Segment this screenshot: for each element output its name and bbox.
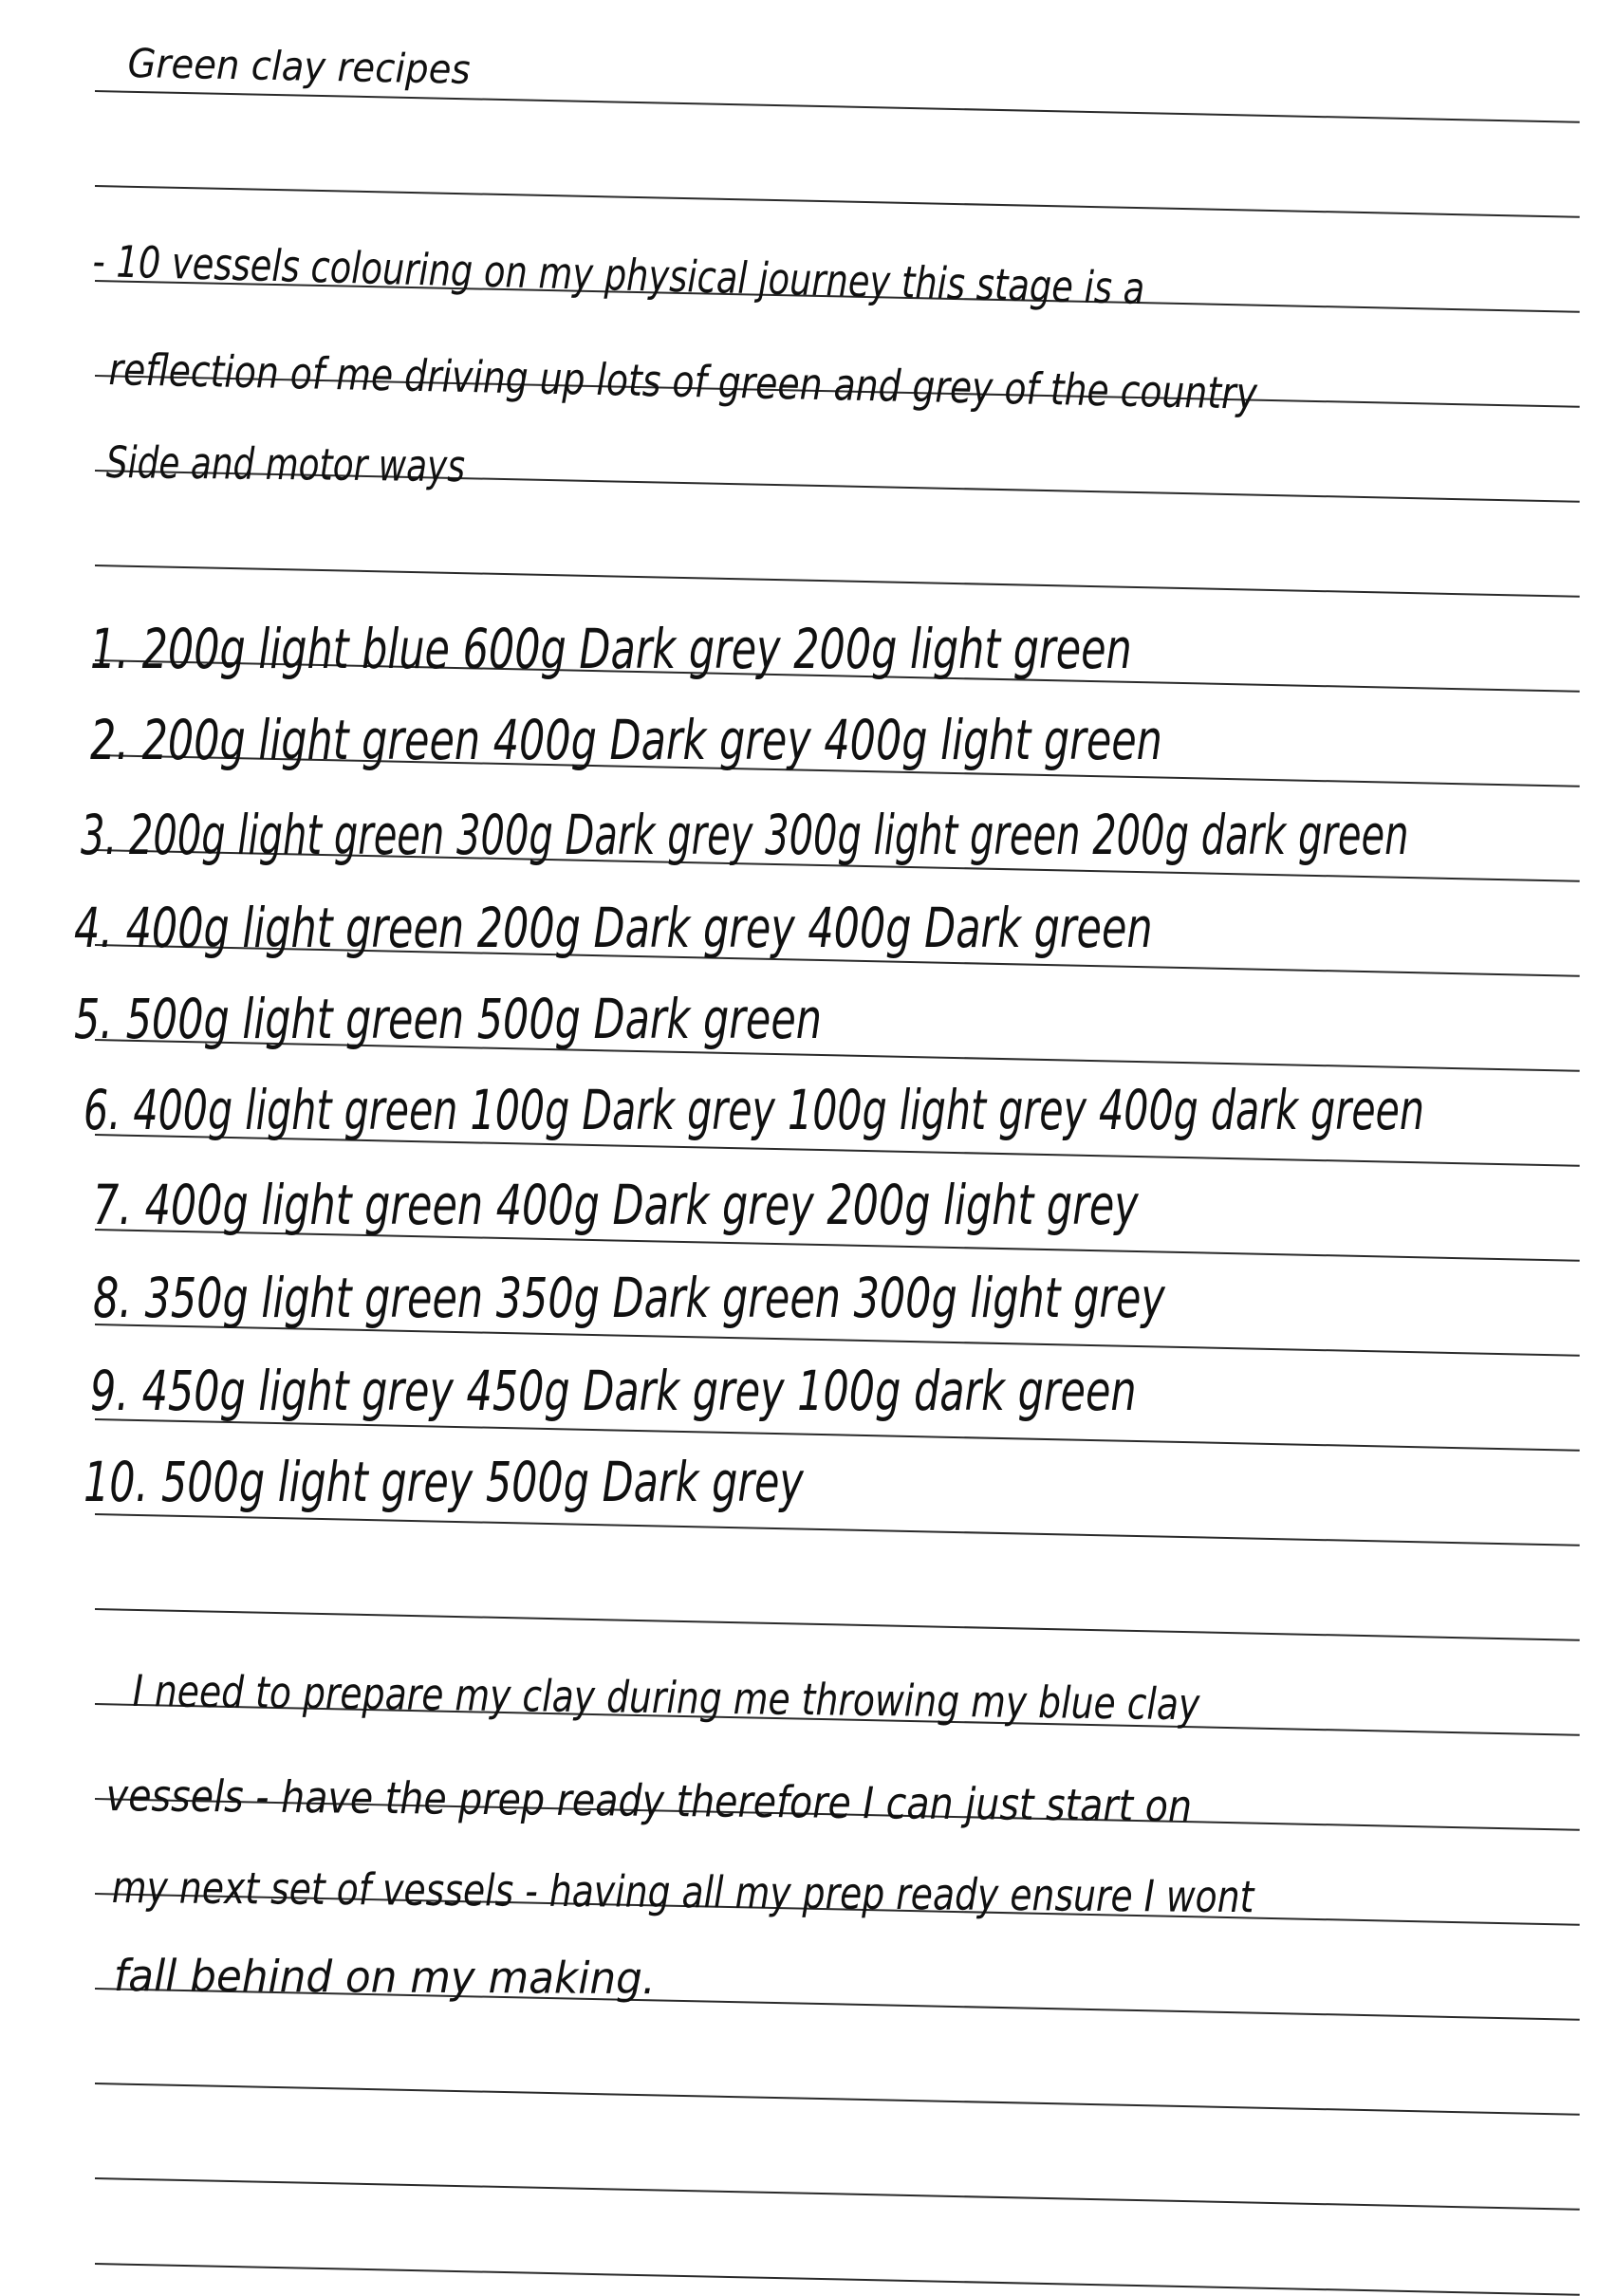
ruled-line [95, 2263, 1580, 2296]
ruled-line [95, 2083, 1580, 2116]
note-line: my next set of vessels - having all my prep ready ensure I wont [111, 1861, 1254, 1923]
recipe-item: 6. 400g light green 100g Dark grey 100g light grey 400g dark green [84, 1078, 1424, 1142]
recipe-item: 2. 200g light green 400g Dark grey 400g light green [90, 708, 1162, 772]
ruled-line [95, 185, 1580, 218]
recipe-item: 9. 450g light grey 450g Dark grey 100g dark green [90, 1359, 1137, 1423]
intro-line: - 10 vessels colouring on my physical journey this stage is a [92, 235, 1145, 315]
recipe-item: 8. 350g light green 350g Dark green 300g light grey [93, 1266, 1165, 1330]
note-line: I need to prepare my clay during me throwing my blue clay [132, 1665, 1200, 1731]
recipe-item: 1. 200g light blue 600g Dark grey 200g light green [90, 617, 1132, 681]
ruled-line [95, 565, 1580, 598]
intro-line: reflection of me driving up lots of green and grey of the country [108, 343, 1258, 419]
recipe-item: 7. 400g light green 400g Dark grey 200g light grey [93, 1173, 1139, 1237]
recipe-item: 5. 500g light green 500g Dark green [74, 987, 822, 1051]
ruled-line [95, 1608, 1580, 1641]
intro-line: Side and motor ways [105, 436, 466, 492]
ruled-line [95, 2177, 1580, 2211]
recipe-item: 10. 500g light grey 500g Dark grey [84, 1450, 804, 1514]
note-line: fall behind on my making. [113, 1950, 656, 2005]
ruled-line [95, 1513, 1580, 1546]
note-line: vessels - have the prep ready therefore I can just start on [105, 1769, 1193, 1832]
ruled-line [95, 1418, 1580, 1452]
recipe-item: 4. 400g light green 200g Dark grey 400g Dark green [74, 896, 1153, 960]
ruled-line [95, 90, 1580, 123]
recipe-item: 3. 200g light green 300g Dark grey 300g light green 200g dark green [81, 803, 1409, 867]
page-title: Green clay recipes [127, 40, 471, 93]
